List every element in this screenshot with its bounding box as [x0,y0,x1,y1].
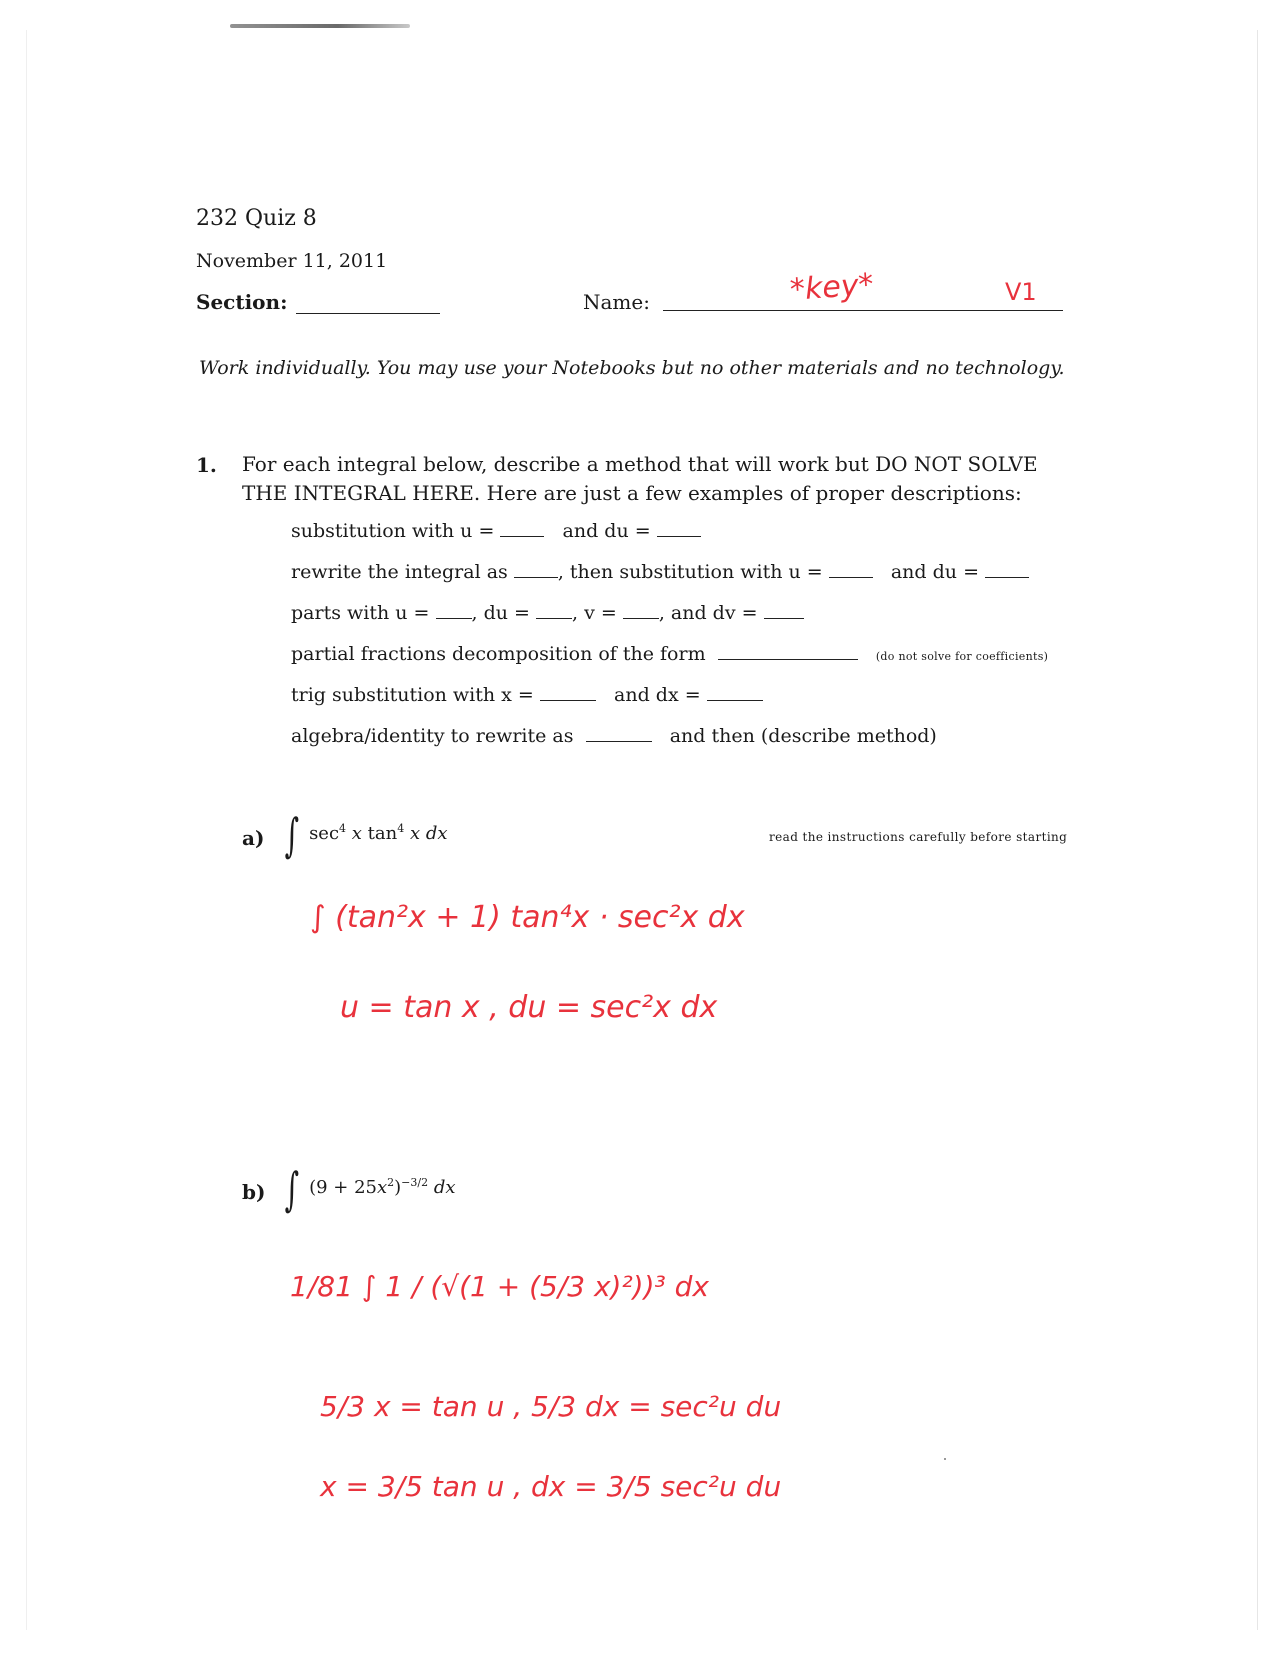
key-mark: *key* [788,267,875,308]
part-b-label: b) [242,1180,266,1204]
integral-sign: ∫ [284,808,300,862]
blank [985,563,1029,578]
part-b-answer-trig-sub: 5/3 x = tan u , 5/3 dx = sec²u du [320,1390,782,1423]
blank [829,563,873,578]
blank [764,604,804,619]
example-text: , then substitution with u = [557,561,823,583]
name-label: Name: [583,290,650,314]
example-substitution [291,520,701,542]
example-text: substitution with u = [291,520,495,542]
blank [623,604,659,619]
example-text: and du = [562,520,651,542]
example-text: algebra/identity to rewrite as [291,725,574,747]
integral-sign: ∫ [284,1162,300,1216]
part-a-answer-substitution: u = tan x , du = sec²x dx [340,990,718,1025]
blank [500,522,544,537]
version-mark: V1 [1005,278,1037,306]
example-text: , du = [471,602,530,624]
example-text: partial fractions decomposition of the form [291,643,706,665]
section-label: Section: [196,290,288,314]
example-algebra [291,725,937,747]
quiz-date: November 11, 2011 [196,250,388,272]
blank [657,522,701,537]
example-text: and then (describe method) [669,725,937,747]
example-text: , and dv = [658,602,758,624]
blank [536,604,572,619]
example-text: and dx = [614,684,701,706]
example-text: rewrite the integral as [291,561,508,583]
blank [586,727,652,742]
part-b-answer-solve: x = 3/5 tan u , dx = 3/5 sec²u du [320,1470,782,1503]
example-trig-substitution [291,684,763,706]
example-text: , v = [572,602,617,624]
name-field-line [663,310,1063,311]
part-a-label: a) [242,826,265,850]
quiz-title: 232 Quiz 8 [196,206,317,231]
example-partial-fractions [291,643,1048,665]
part-b-integral [280,1162,456,1216]
example-note: (do not solve for coefficients) [875,650,1049,663]
instructions: Work individually. You may use your Notebooks but no other materials and no technology. [199,357,1065,379]
integrand-b: $(9 + 25x^2)^{-3/2}$ dx [309,1176,456,1198]
example-text: parts with u = [291,602,430,624]
blank [514,563,558,578]
part-a-note: read the instructions carefully before starting [769,830,1068,844]
section-field-line [296,313,440,314]
question-number: 1. [196,453,217,477]
blank [718,645,858,660]
blank [707,686,763,701]
example-text: and du = [890,561,979,583]
part-a-answer-rewrite: ∫ (tan²x + 1) tan⁴x · sec²x dx [310,900,745,935]
blank [540,686,596,701]
example-rewrite [291,561,1029,583]
blank [436,604,472,619]
question-text: For each integral below, describe a method that will work but DO NOT SOLVE THE INTEGRAL HERE. Here are just a few examples of proper descriptions: [242,452,1038,505]
part-a-integral [280,808,448,862]
integrand-a: $\sec^4 x$ $\tan^4 x$ dx [309,822,448,844]
scan-mark [230,24,410,28]
part-b-answer-rewrite: 1/81 ∫ 1 / (√(1 + (5/3 x)²))³ dx [290,1270,710,1303]
scan-speck [944,1458,946,1460]
example-parts [291,602,804,624]
example-text: trig substitution with x = [291,684,534,706]
